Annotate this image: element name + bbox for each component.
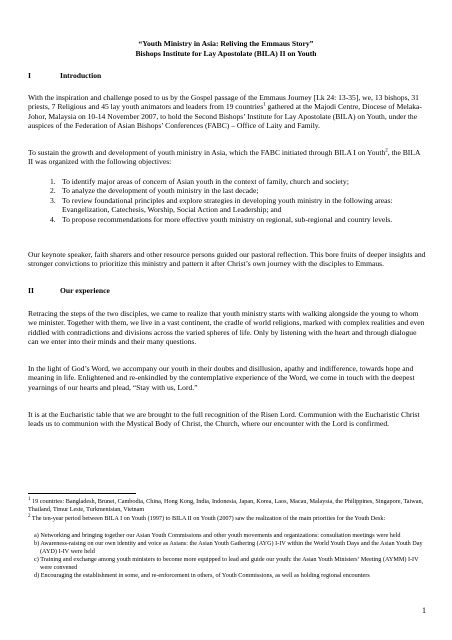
list-item-text: To identify major areas of concern of Asian youth in the context of family, church and society; bbox=[62, 177, 349, 186]
footnote-2-list bbox=[34, 532, 426, 579]
footnote-2-text: The ten-year period between BILA I on Youth (1997) to BILA II on Youth (2007) saw the realization of the main priorities for the Youth Desk: bbox=[30, 515, 386, 522]
list-item-text: To propose recommendations for more effective youth ministry on regional, sub-regional and country levels. bbox=[62, 214, 393, 224]
list-item: b) Awareness-raising on our own identity and voice as Asians: the Asian Youth Gathering (AYG) I-IV within the World Youth Days and the Asian Youth Day (AYD) I-IV were held bbox=[34, 539, 423, 555]
intro-paragraph-2-text-a: To sustain the growth and development of youth ministry in Asia, which the FABC initiated through BILA I on Youth bbox=[28, 148, 386, 157]
list-item-text: To review foundational principles and explore strategies in developing youth ministry in the following areas: Evangelization, Catechesis, Worship, Social Action and Leadership; and bbox=[62, 195, 393, 215]
footnote-ref-1[interactable]: 1 bbox=[263, 102, 266, 108]
footnote-2-number: 2 bbox=[28, 513, 31, 519]
section-title: Our experience bbox=[60, 286, 110, 295]
list-item: a) Networking and bringing together our Asian Youth Commissions and other youth movements and organizations: consultation meetings were held bbox=[34, 532, 401, 539]
intro-paragraph-1-text-b: gathered at the Majodi Centre, Diocese of Melaka-Johor, Malaysia on 10-14 November 2007, to hold the Second Bishops’ Institute for Lay Apostolate (BILA) on Youth, under the auspices of the Federation of Asian Bishops’ Conferences (FABC) – Office of Laity and Family. bbox=[28, 102, 422, 131]
intro-paragraph-1-text-a: With the inspiration and challenge posed to us by the Gospel passage of the Emmaus Journey [Lk 24: 13-35], we, 13 bishops, 31 priests, 7 Religious and 45 lay youth animators and leaders from 19 countries bbox=[28, 93, 419, 112]
intro-paragraph-2-text-b: , the BILA II was organized with the following objectives: bbox=[28, 148, 421, 167]
experience-paragraph-1: Retracing the steps of the two disciples, we came to realize that youth ministry starts with walking alongside the young to whom we minister. Together with them, we live in a vast continent, the cradle of world religions, marked with complex realities and even riddled with contradictions and divisions across the varied spheres of life. Only by listening with the heart and through dialogue can we enter into their minds and their many questions. bbox=[28, 309, 425, 347]
list-item-number: 1. bbox=[50, 177, 56, 186]
list-item-number: 4. bbox=[50, 214, 56, 224]
list-item: d) Encouraging the establishment in some, and re-enforcement in others, of Youth Commissions, as well as holding regional encounters bbox=[34, 571, 370, 579]
document-title: “Youth Ministry in Asia: Reliving the Emmaus Story” bbox=[138, 39, 314, 48]
list-item-number: 3. bbox=[50, 195, 56, 205]
footnote-1 bbox=[28, 498, 426, 514]
objectives-list bbox=[50, 177, 426, 224]
experience-paragraph-2: In the light of God’s Word, we accompany our youth in their doubts and disillusion, apathy and indifference, towards hope and meaning in life. Enlightened and re-enkindled by the contemplative experience of the Word, we come in touch with the deepest yearnings of our hearts and plead, “Stay with us, Lord.” bbox=[28, 364, 415, 392]
list-item-number: 2. bbox=[50, 186, 56, 196]
section-number: II bbox=[28, 286, 34, 295]
page-number: 1 bbox=[422, 606, 426, 615]
footnote-1-text: 19 countries: Bangladesh, Brunei, Cambodia, China, Hong Kong, India, Indonesia, Japan, Korea, Laos, Macau, Malaysia, the Philippines, Singapore, Taiwan, Thailand, Timur Leste, Turkmenistan, Vietnam bbox=[28, 498, 424, 513]
footnote-1-number: 1 bbox=[28, 496, 31, 502]
footnote-2 bbox=[28, 515, 426, 523]
section-number: I bbox=[28, 71, 31, 80]
section-heading-our-experience bbox=[28, 286, 110, 296]
document-subtitle: Bishops Institute for Lay Apostolate (BILA) II on Youth bbox=[135, 49, 317, 58]
intro-paragraph-3: Our keynote speaker, faith sharers and other resource persons guided our pastoral reflection. This bore fruits of deeper insights and stronger convictions to prioritize this ministry and pattern it after Christ’s own journey with the disciples to Emmaus. bbox=[28, 250, 426, 269]
footnote-separator bbox=[28, 493, 136, 494]
section-heading-introduction bbox=[28, 71, 101, 81]
experience-paragraph-3: It is at the Eucharistic table that we are brought to the full recognition of the Risen Lord. Communion with the Eucharistic Christ leads us to communion with the Mystical Body of Christ, the Church, where our encounter with the Lord is confirmed. bbox=[28, 410, 420, 429]
section-title: Introduction bbox=[60, 71, 102, 80]
list-item bbox=[50, 196, 426, 215]
list-item: c) Training and exchange among youth ministers to become more equipped to lead and guide our youth: the Asian Youth Ministers’ Meeting (AYMM) I-IV were convened bbox=[34, 555, 419, 571]
list-item bbox=[50, 186, 426, 195]
footnote-ref-2[interactable]: 2 bbox=[385, 148, 388, 154]
list-item-text: To analyze the development of youth ministry in the last decade; bbox=[62, 186, 259, 196]
intro-paragraph-1 bbox=[28, 93, 426, 131]
list-item bbox=[50, 177, 426, 186]
intro-paragraph-2 bbox=[28, 148, 426, 167]
list-item bbox=[50, 215, 426, 224]
